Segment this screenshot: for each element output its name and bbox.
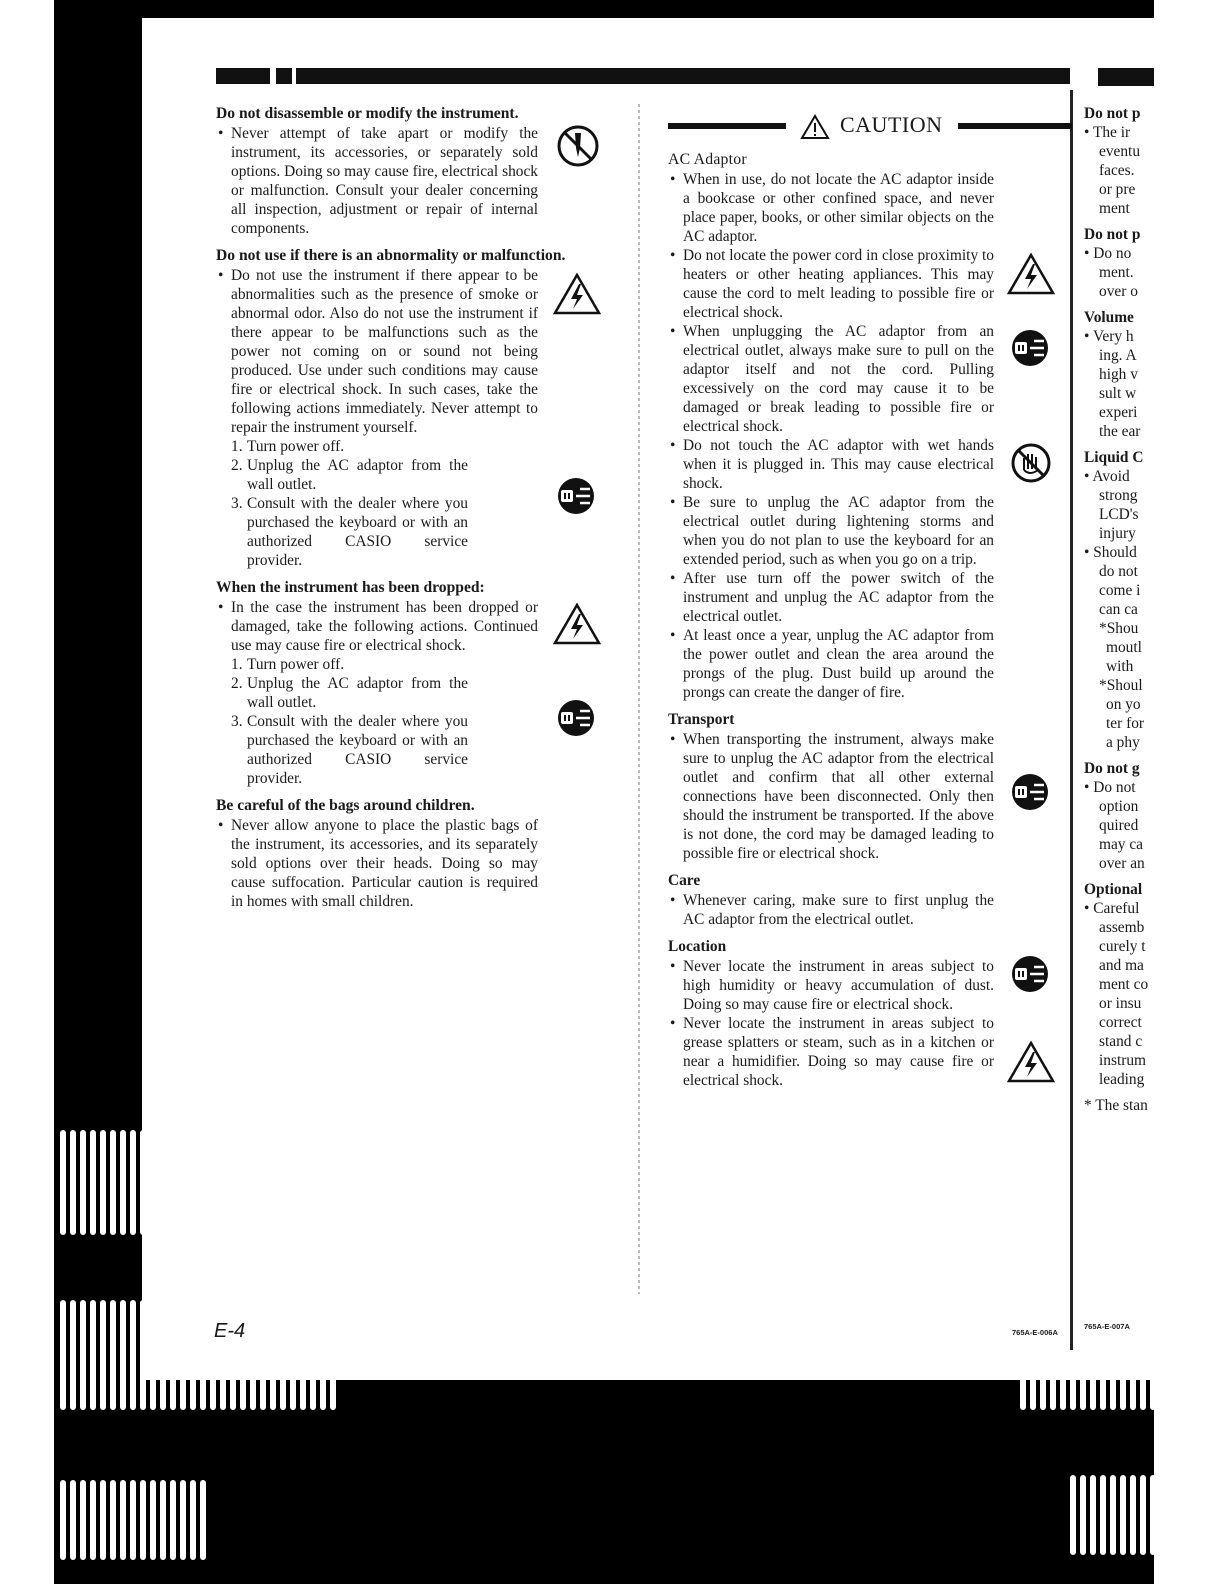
section-disassemble xyxy=(216,104,608,238)
fragment-heading: Volume xyxy=(1084,309,1134,326)
step-item: 2. Unplug the AC adaptor from the wall outlet. xyxy=(231,457,468,493)
fragment-line: over o xyxy=(1099,283,1138,300)
section-heading: AC Adaptor xyxy=(668,151,747,168)
fragment-line: on yo xyxy=(1106,696,1141,713)
fragment-line: ment co xyxy=(1099,976,1149,993)
fragment-line: high v xyxy=(1099,366,1138,383)
fragment-line: do not xyxy=(1099,563,1138,580)
fragment-line: leading xyxy=(1099,1071,1145,1088)
unplug-icon xyxy=(1010,328,1050,368)
fragment-line: • Should xyxy=(1084,544,1137,561)
fragment-heading: Optional xyxy=(1084,881,1143,898)
fragment-line: ment xyxy=(1099,200,1130,217)
fragment-line: correct xyxy=(1099,1014,1142,1031)
section-heading: Be careful of the bags around children. xyxy=(216,797,475,814)
fragment-gap xyxy=(1084,301,1154,308)
bullet-item: • When in use, do not locate the AC adaptor inside a bookcase or other confined space, and never place paper, books, or other similar objects on the AC adaptor. xyxy=(668,170,994,246)
fragment-line: and ma xyxy=(1099,957,1144,974)
section-location xyxy=(668,937,994,1090)
fragment-line: the ear xyxy=(1099,423,1141,440)
unplug-icon xyxy=(1010,772,1050,812)
electric-shock-warning-icon xyxy=(1006,1040,1056,1084)
fragment-line: with xyxy=(1106,658,1134,675)
fragment-line: ment. xyxy=(1099,264,1134,281)
fragment-line: moutl xyxy=(1106,639,1142,656)
bullet-item: • After use turn off the power switch of the instrument and unplug the AC adaptor from the electrical outlet. xyxy=(668,569,994,626)
section-bags xyxy=(216,796,608,911)
fragment-line: can ca xyxy=(1099,601,1138,618)
bullet-item: • Do not touch the AC adaptor with wet hands when it is plugged in. This may cause electrical shock. xyxy=(668,436,994,493)
column-divider xyxy=(638,104,640,1294)
bullet-item: • Never locate the instrument in areas subject to grease splatters or steam, such as in a kitchen or near a humidifier. Doing so may cause fire or electrical shock. xyxy=(668,1014,994,1090)
fragment-line: * The stan xyxy=(1084,1097,1148,1114)
fragment-gap xyxy=(1084,441,1154,448)
section-heading: Transport xyxy=(668,711,735,728)
bullet-item: • Never allow anyone to place the plastic bags of the instrument, its accessories, and its separately sold options over their heads. Doing so may cause suffocation. Particular caution is required in homes with small children. xyxy=(216,816,608,911)
fragment-line: or pre xyxy=(1099,181,1136,198)
fragment-line: come i xyxy=(1099,582,1141,599)
section-heading: Care xyxy=(668,872,701,889)
fragment-line: • Very h xyxy=(1084,328,1134,345)
binding-stripes-middle xyxy=(60,1300,336,1410)
fragment-line: option xyxy=(1099,798,1139,815)
fragment-line: or insu xyxy=(1099,995,1142,1012)
unplug-icon xyxy=(556,698,596,738)
fragment-line: curely t xyxy=(1099,938,1146,955)
step-item: 3. Consult with the dealer where you purchased the keyboard or with an authorized CASIO service provider. xyxy=(231,713,468,787)
binding-stripes-right-lower xyxy=(1070,1475,1166,1555)
bullet-item: • At least once a year, unplug the AC adaptor from the power outlet and clean the area around the prongs of the plug. Dust build up around the prongs can create the danger of fire. xyxy=(668,626,994,702)
fragment-gap xyxy=(1084,752,1154,759)
scan-border-bottom xyxy=(54,1380,1154,1584)
fragment-line: strong xyxy=(1099,487,1138,504)
section-transport xyxy=(668,710,994,863)
fragment-line: • Do no xyxy=(1084,245,1132,262)
fragment-line: injury xyxy=(1099,525,1136,542)
bullet-item: • Whenever caring, make sure to first unplug the AC adaptor from the electrical outlet. xyxy=(668,891,994,929)
fragment-line: faces. xyxy=(1099,162,1135,179)
fragment-line: eventu xyxy=(1099,143,1141,160)
bullet-item: • Never attempt of take apart or modify the instrument, its accessories, or separately sold options. Doing so may cause fire, electrical shock or malfunction. Consult your dealer concerning all inspection, adjustment or repair of internal components. xyxy=(216,124,608,238)
fragment-gap xyxy=(1084,1089,1154,1096)
fragment-line: • The ir xyxy=(1084,124,1131,141)
page-fold-line xyxy=(1070,90,1073,1350)
bullet-item: • Never locate the instrument in areas subject to high humidity or heavy accumulation of dust. Doing so may cause fire or electrical shock. xyxy=(668,957,994,1014)
middle-column xyxy=(668,150,994,1098)
caution-label: CAUTION xyxy=(840,112,943,137)
section-dropped xyxy=(216,578,608,788)
bullet-item: • Do not use the instrument if there appear to be abnormalities such as the presence of smoke or abnormal odor. Also do not use the instrument if there appear to be malfunctions such as the power not coming on or sound not being produced. Use under such conditions may cause fire or electrical shock. In such cases, take the following actions immediately. Never attempt to repair the instrument yourself. xyxy=(216,266,608,437)
caution-triangle-icon xyxy=(800,114,830,140)
document-code-left: 765A-E-006A xyxy=(1012,1328,1058,1337)
electric-shock-warning-icon xyxy=(552,272,602,316)
caution-banner xyxy=(668,112,1072,142)
binding-stripes-upper xyxy=(60,1130,196,1235)
step-item: 1. Turn power off. xyxy=(231,438,345,455)
unplug-icon xyxy=(1010,954,1050,994)
fragment-line: sult w xyxy=(1099,385,1137,402)
fragment-heading: Do not p xyxy=(1084,105,1141,122)
electric-shock-warning-icon xyxy=(552,602,602,646)
left-column xyxy=(216,104,608,919)
fragment-line: assemb xyxy=(1099,919,1145,936)
scan-border-top xyxy=(54,0,1154,20)
fragment-line: • Do not xyxy=(1084,779,1136,796)
bullet-item: • When unplugging the AC adaptor from an electrical outlet, always make sure to pull on the adaptor itself and not the cord. Pulling excessively on the cord may cause it to be damaged or break leading to possible fire or electrical shock. xyxy=(668,322,994,436)
bullet-item: • When transporting the instrument, always make sure to unplug the AC adaptor from the electrical outlet and confirm that all other external connections have been disconnected. Only then should the instrument be transported. If the above is not done, the cord may be damaged leading to possible fire or electrical shock. xyxy=(668,730,994,863)
fragment-line: a phy xyxy=(1106,734,1140,751)
section-ac-adaptor xyxy=(668,150,994,702)
electric-shock-warning-icon xyxy=(1006,252,1056,296)
fragment-line: stand c xyxy=(1099,1033,1143,1050)
fragment-line: ing. A xyxy=(1099,347,1137,364)
unplug-icon xyxy=(556,476,596,516)
fragment-gap xyxy=(1084,218,1154,225)
document-code-right: 765A-E-007A xyxy=(1084,1322,1130,1331)
fragment-line: • Careful xyxy=(1084,900,1140,917)
binding-stripes-right xyxy=(1020,1350,1216,1410)
bullet-item: • Do not locate the power cord in close proximity to heaters or other heating appliances. This may cause the cord to melt leading to possible fire or electrical shock. xyxy=(668,246,994,322)
fragment-heading: Do not p xyxy=(1084,226,1141,243)
no-wet-hands-icon xyxy=(1010,442,1052,484)
binding-stripes-lower xyxy=(60,1480,206,1560)
bullet-item: • In the case the instrument has been dropped or damaged, take the following actions. Continued use may cause fire or electrical shock. xyxy=(216,598,608,655)
fragment-line: instrum xyxy=(1099,1052,1147,1069)
fragment-line: may ca xyxy=(1099,836,1144,853)
fragment-line: ter for xyxy=(1106,715,1145,732)
right-column-fragment xyxy=(1084,104,1154,1115)
step-item: 1. Turn power off. xyxy=(231,656,345,673)
section-heading: Do not use if there is an abnormality or malfunction. xyxy=(216,247,566,264)
section-heading: Do not disassemble or modify the instrument. xyxy=(216,105,519,122)
fragment-line: over an xyxy=(1099,855,1145,872)
step-item: 3. Consult with the dealer where you purchased the keyboard or with an authorized CASIO service provider. xyxy=(231,495,468,569)
fragment-heading: Do not g xyxy=(1084,760,1140,777)
fragment-heading: Liquid C xyxy=(1084,449,1144,466)
fragment-line: experi xyxy=(1099,404,1138,421)
fragment-line: quired xyxy=(1099,817,1139,834)
section-heading: Location xyxy=(668,938,727,955)
page-number: E-4 xyxy=(214,1320,246,1342)
section-care xyxy=(668,871,994,929)
fragment-gap xyxy=(1084,873,1154,880)
fragment-line: *Shoul xyxy=(1099,677,1143,694)
fragment-line: LCD's xyxy=(1099,506,1139,523)
section-abnormality xyxy=(216,246,608,570)
section-heading: When the instrument has been dropped: xyxy=(216,579,485,596)
fragment-line: • Avoid xyxy=(1084,468,1130,485)
bullet-item: • Be sure to unplug the AC adaptor from the electrical outlet during lightening storms and when you do not plan to use the keyboard for an extended period, such as when you go on a trip. xyxy=(668,493,994,569)
step-item: 2. Unplug the AC adaptor from the wall outlet. xyxy=(231,675,468,711)
no-disassembly-icon xyxy=(556,124,600,168)
fragment-line: *Shou xyxy=(1099,620,1139,637)
header-bar-right xyxy=(1098,68,1154,86)
header-bar xyxy=(216,68,1070,84)
